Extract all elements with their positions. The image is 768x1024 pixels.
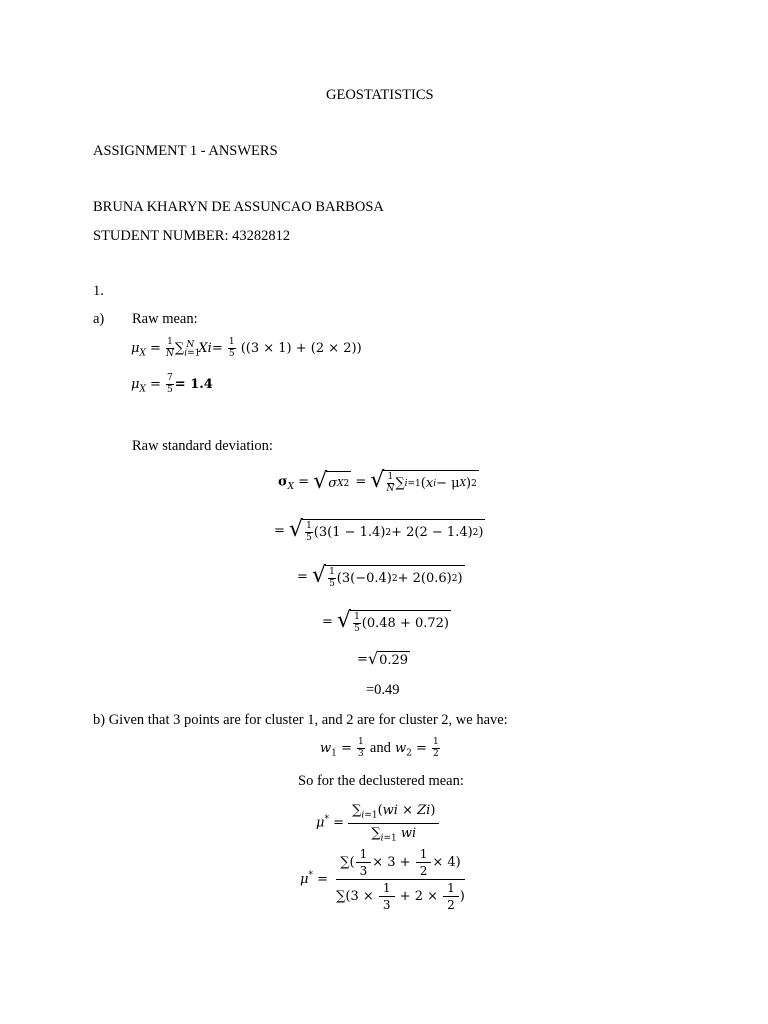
assignment-heading: ASSIGNMENT 1 - ANSWERS xyxy=(93,143,278,159)
part-a-label: a) xyxy=(93,311,105,327)
declustered-equation-1: μ* = $\frac{\sum_{i=1}(wi \times Zi)}{\sum_{i=1} wi}$ xyxy=(316,803,439,843)
mean-equation-1: $\mu_X$ = $\frac{1}{N}$ $\sum_{i=1}^N$ Xi= $\frac{1}{5}$ ((3 × 1) + (2 × 2)) xyxy=(131,337,362,359)
page-title: GEOSTATISTICS xyxy=(326,87,434,103)
declustered-label: So for the declustered mean: xyxy=(298,773,464,789)
question-number: 1. xyxy=(93,283,104,299)
std-equation-5: = √ 0.29 xyxy=(357,649,409,668)
mean-equation-2: $\mu_X$ = $\frac{7}{5}$ = 1.4 xyxy=(131,373,213,395)
std-label: Raw standard deviation: xyxy=(132,438,273,454)
std-result: =0.49 xyxy=(366,682,400,698)
std-equation-3: = √ $\frac{1}{5}$ (3(−0.4) 2 + 2(0.6) 2 ) xyxy=(297,563,463,589)
student-name: BRUNA KHARYN DE ASSUNCAO BARBOSA xyxy=(93,199,384,215)
std-equation-1: $\sigma_X$ = √ σ X 2 = √ $\frac{1}{N}$ ∑ i=1 ( x i − μ X ) 2 xyxy=(278,468,477,494)
std-equation-4: = √ $\frac{1}{5}$ (0.48 + 0.72) xyxy=(322,608,449,634)
declustered-equation-2: μ* = ∑( $\frac{1}{3}$ × 3 + $\frac{1}{2}$ × 4) ∑(3 × $\frac{1}{3}$ + 2 × $\frac{1}{2}$ ) xyxy=(300,847,465,912)
weights-equation: $w_1$ = $\frac{1}{3}$ and $w_2$ = $\frac{1}{2}$ xyxy=(320,737,439,759)
part-b-text: b) Given that 3 points are for cluster 1, and 2 are for cluster 2, we have: xyxy=(93,712,508,728)
std-equation-2: = √ $\frac{1}{5}$ (3(1 − 1.4) 2 + 2(2 − 1.4) 2 ) xyxy=(274,517,484,543)
raw-mean-label: Raw mean: xyxy=(132,311,198,327)
student-number: STUDENT NUMBER: 43282812 xyxy=(93,228,291,244)
